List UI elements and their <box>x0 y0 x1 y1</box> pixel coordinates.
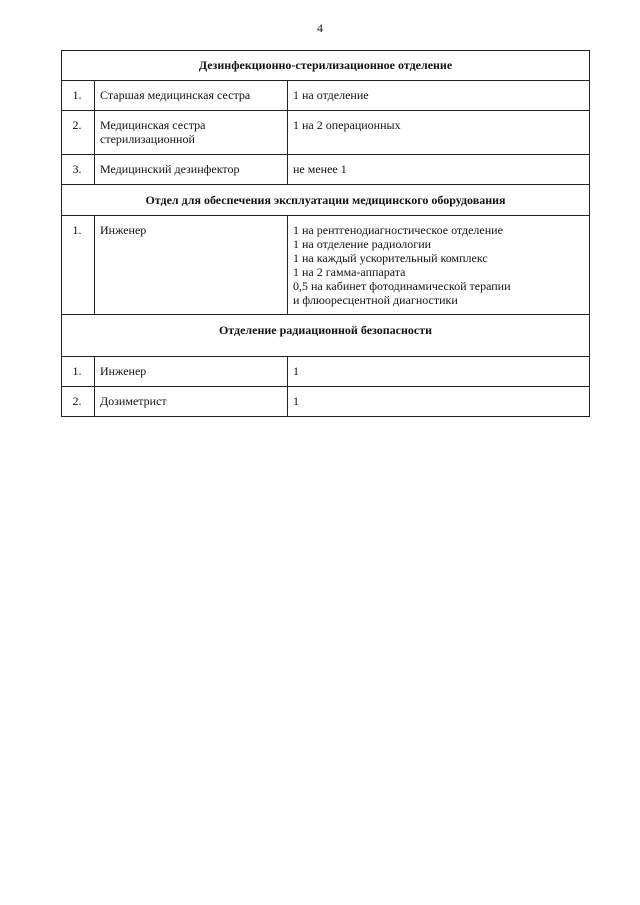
norm-line: 1 на 2 операционных <box>293 118 401 132</box>
position-name: Инженер <box>95 216 288 315</box>
norm-line: не менее 1 <box>293 162 347 176</box>
position-name: Инженер <box>95 357 288 387</box>
position-name: Дозиметрист <box>95 387 288 417</box>
norm-line: 0,5 на кабинет фотодинамической терапии <box>293 279 511 293</box>
section-title: Дезинфекционно-стерилизационное отделение <box>62 51 590 81</box>
norm-line: и флюоресцентной диагностики <box>293 293 458 307</box>
norm-line: 1 на отделение радиологии <box>293 237 432 251</box>
staffing-norm <box>288 155 590 185</box>
section-title: Отдел для обеспечения эксплуатации медицинского оборудования <box>62 185 590 216</box>
row-number: 3. <box>62 155 95 185</box>
table-row <box>62 155 590 185</box>
staffing-norm <box>288 387 590 417</box>
section-title: Отделение радиационной безопасности <box>62 315 590 357</box>
staffing-norm <box>288 216 590 315</box>
norm-line: 1 <box>293 394 299 408</box>
table-row <box>62 81 590 111</box>
table-row <box>62 216 590 315</box>
row-number: 1. <box>62 216 95 315</box>
row-number: 1. <box>62 357 95 387</box>
page-number: 4 <box>317 21 323 35</box>
staffing-norm <box>288 357 590 387</box>
position-name: Старшая медицинская сестра <box>95 81 288 111</box>
row-number: 2. <box>62 387 95 417</box>
staffing-norm <box>288 81 590 111</box>
norm-line: 1 на рентгенодиагностическое отделение <box>293 223 503 237</box>
position-name: Медицинский дезинфектор <box>95 155 288 185</box>
position-name: Медицинская сестра стерилизационной <box>95 111 288 155</box>
table-row <box>62 387 590 417</box>
section-header-row <box>62 185 590 216</box>
table-row <box>62 111 590 155</box>
norm-line: 1 <box>293 364 299 378</box>
row-number: 2. <box>62 111 95 155</box>
row-number: 1. <box>62 81 95 111</box>
staffing-norm <box>288 111 590 155</box>
staffing-table <box>61 50 590 417</box>
norm-line: 1 на отделение <box>293 88 369 102</box>
table-row <box>62 357 590 387</box>
section-header-row <box>62 315 590 357</box>
section-header-row <box>62 51 590 81</box>
norm-line: 1 на каждый ускорительный комплекс <box>293 251 488 265</box>
norm-line: 1 на 2 гамма-аппарата <box>293 265 406 279</box>
